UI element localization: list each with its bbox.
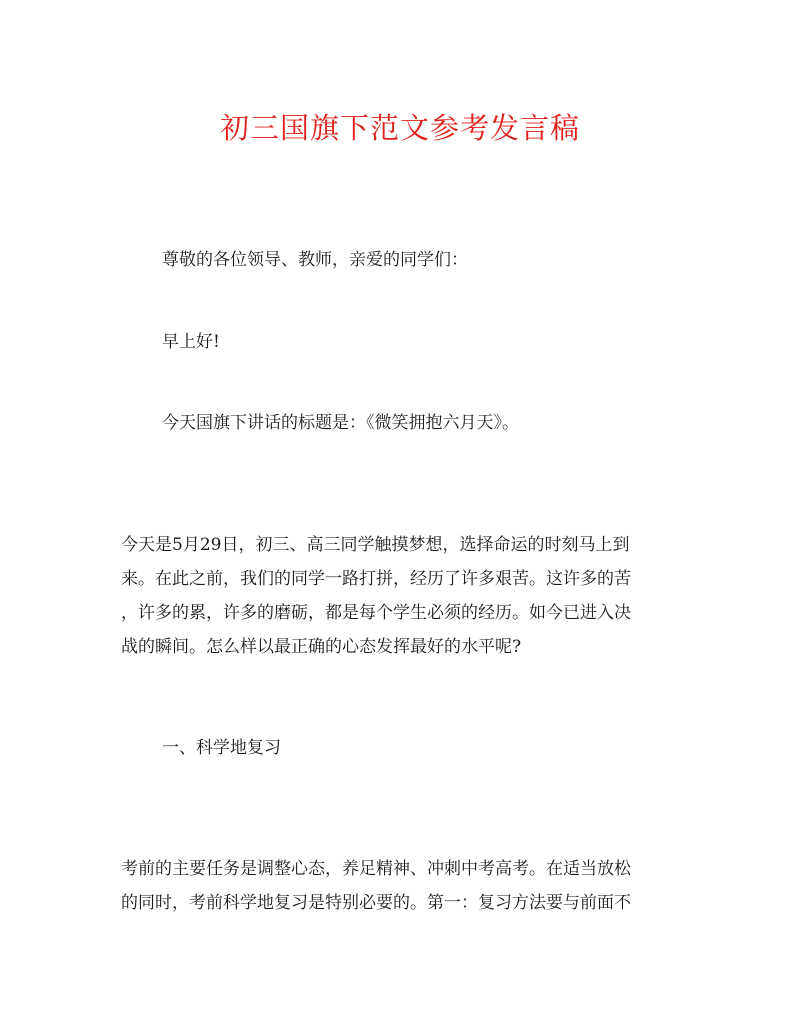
- topic-paragraph: 今天国旗下讲话的标题是：《微笑拥抱六月天》。: [162, 413, 519, 433]
- section-one-paragraph: [121, 852, 681, 920]
- document-title: 初三国旗下范文参考发言稿: [219, 111, 580, 145]
- intro-paragraph: [121, 528, 681, 664]
- section-line: 的同时，考前科学地复习是特别必要的。第一：复习方法要与前面不: [121, 893, 631, 913]
- greeting-paragraph: 尊敬的各位领导、教师，亲爱的同学们：: [162, 250, 468, 270]
- intro-line: ，许多的累，许多的磨砺，都是每个学生必须的经历。如今已进入决: [121, 603, 631, 623]
- intro-line: 战的瞬间。怎么样以最正确的心态发挥最好的水平呢?: [121, 637, 522, 657]
- morning-paragraph: 早上好!: [162, 332, 220, 352]
- section-line: 考前的主要任务是调整心态，养足精神、冲刺中考高考。在适当放松: [121, 859, 631, 879]
- intro-line: 今天是5月29日，初三、高三同学触摸梦想，选择命运的时刻马上到: [121, 535, 630, 555]
- section-heading: 一、科学地复习: [162, 738, 281, 758]
- intro-line: 来。在此之前，我们的同学一路打拼，经历了许多艰苦。这许多的苦: [121, 569, 631, 589]
